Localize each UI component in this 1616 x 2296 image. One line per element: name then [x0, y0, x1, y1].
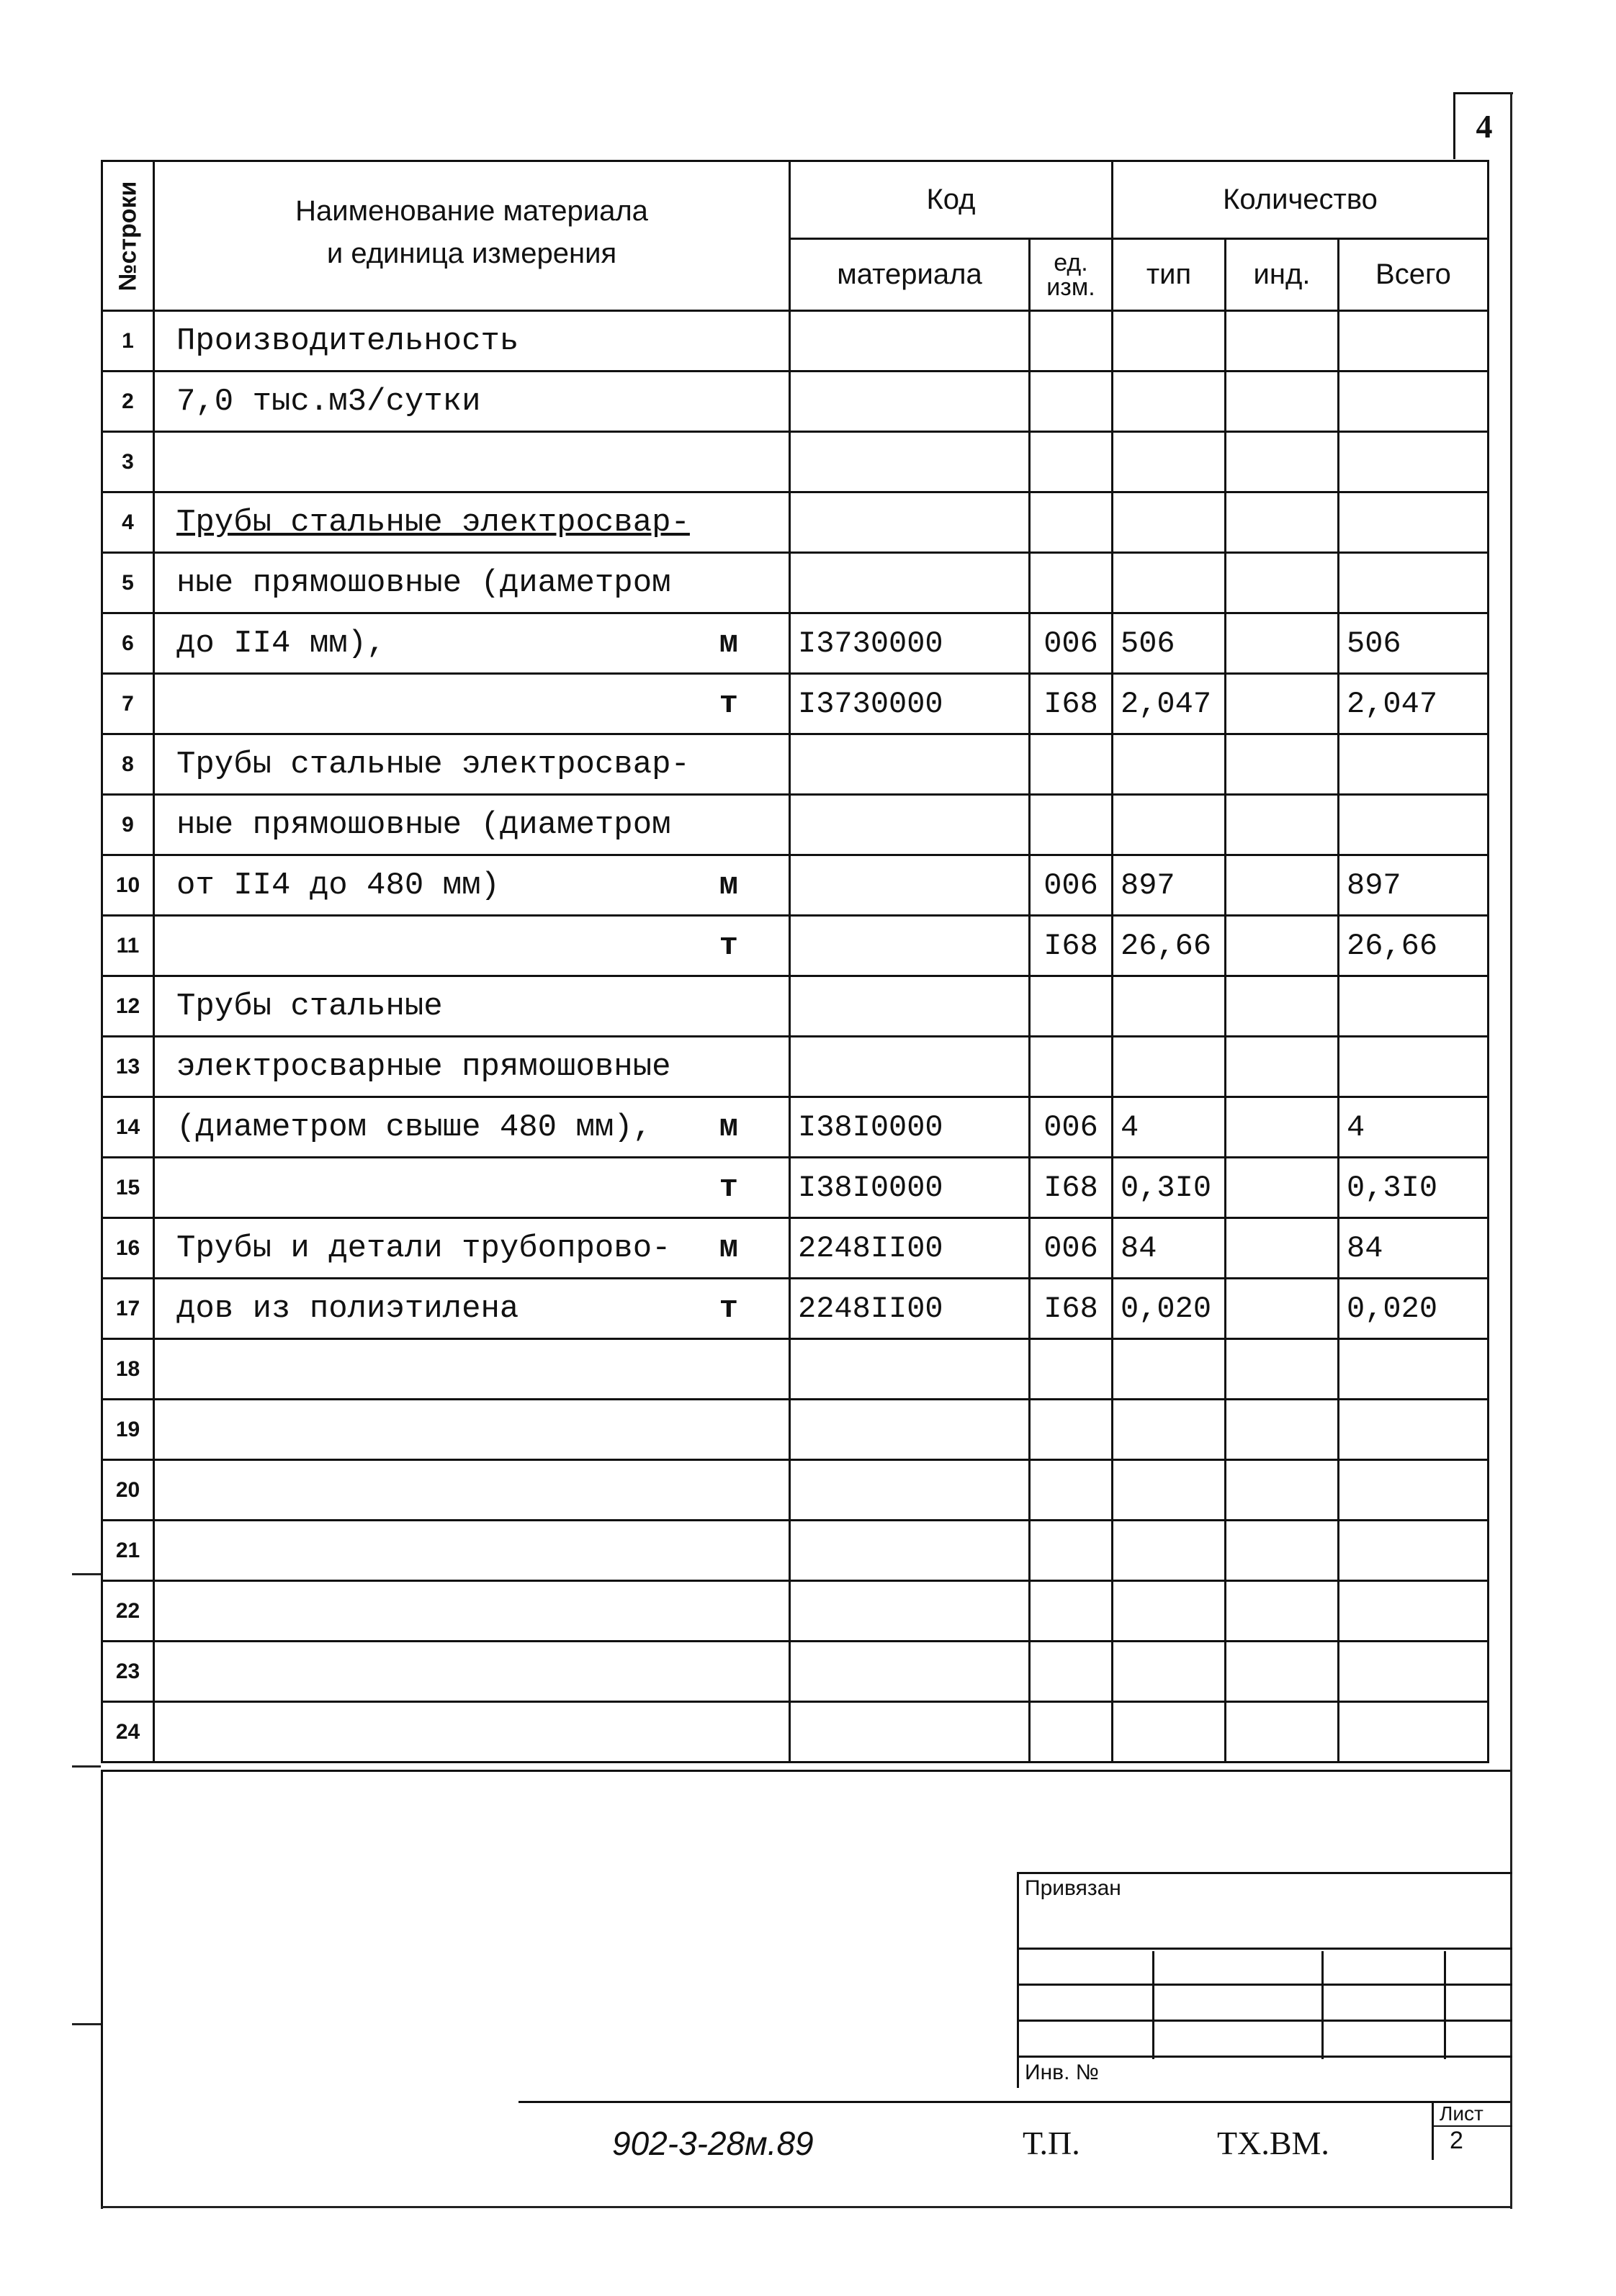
- material-name-text: Производительность: [176, 323, 519, 359]
- material-name-text: ные прямошовные (диаметром: [176, 564, 671, 601]
- quantity-total: [1339, 1521, 1489, 1581]
- quantity-total: [1339, 1642, 1489, 1702]
- unit-code: I68: [1030, 1279, 1113, 1339]
- quantity-type: [1113, 1521, 1226, 1581]
- table-row: [102, 1279, 1489, 1339]
- quantity-type: [1113, 372, 1226, 432]
- row-number: 1: [102, 311, 154, 372]
- material-name-text: от II4 до 480 мм): [176, 867, 500, 904]
- unit-code: I68: [1030, 674, 1113, 734]
- material-name-text: до II4 мм),: [176, 625, 386, 662]
- unit-code: [1030, 1400, 1113, 1460]
- unit-code: [1030, 1037, 1113, 1097]
- unit-letter: т: [719, 685, 738, 722]
- material-code: I3730000: [790, 674, 1030, 734]
- material-code: 2248II00: [790, 1279, 1030, 1339]
- row-number: 11: [102, 916, 154, 976]
- material-code: [790, 1037, 1030, 1097]
- material-code: I3730000: [790, 613, 1030, 674]
- material-name: [154, 1400, 790, 1460]
- quantity-total: [1339, 1581, 1489, 1642]
- table-row: [102, 1158, 1489, 1218]
- material-code: [790, 1460, 1030, 1521]
- unit-code: 006: [1030, 855, 1113, 916]
- quantity-type: [1113, 734, 1226, 795]
- quantity-ind: [1226, 1642, 1339, 1702]
- quantity-total: [1339, 1339, 1489, 1400]
- material-code: [790, 432, 1030, 492]
- unit-code: [1030, 311, 1113, 372]
- quantity-ind: [1226, 1339, 1339, 1400]
- type-header: тип: [1113, 239, 1226, 311]
- table-row: [102, 1581, 1489, 1642]
- row-number: 22: [102, 1581, 154, 1642]
- quantity-ind: [1226, 795, 1339, 855]
- material-code: [790, 1521, 1030, 1581]
- quantity-ind: [1226, 976, 1339, 1037]
- table-row: [102, 1521, 1489, 1581]
- quantity-type: [1113, 1400, 1226, 1460]
- material-code: [790, 553, 1030, 613]
- row-number: 20: [102, 1460, 154, 1521]
- quantity-type: [1113, 432, 1226, 492]
- table-row: [102, 1097, 1489, 1158]
- margin-tick: [72, 1573, 101, 1575]
- table-row: [102, 976, 1489, 1037]
- margin-tick: [72, 2023, 101, 2025]
- material-code: [790, 734, 1030, 795]
- unit-letter: м: [719, 1109, 738, 1145]
- material-name-text: Трубы стальные: [176, 988, 443, 1025]
- row-number: 17: [102, 1279, 154, 1339]
- quantity-type: [1113, 311, 1226, 372]
- material-name-text: дов из полиэтилена: [176, 1290, 519, 1327]
- quantity-type: [1113, 1581, 1226, 1642]
- material-code: [790, 311, 1030, 372]
- quantity-ind: [1226, 1037, 1339, 1097]
- margin-tick: [72, 1765, 101, 1768]
- unit-code: [1030, 1702, 1113, 1762]
- row-number: 12: [102, 976, 154, 1037]
- row-number: 8: [102, 734, 154, 795]
- quantity-ind: [1226, 1400, 1339, 1460]
- quantity-ind: [1226, 311, 1339, 372]
- row-number: 23: [102, 1642, 154, 1702]
- material-code: [790, 1642, 1030, 1702]
- inventory-number-label: Инв. №: [1025, 2061, 1099, 2084]
- quantity-ind: [1226, 1581, 1339, 1642]
- row-number: 3: [102, 432, 154, 492]
- quantity-total: 0,3I0: [1339, 1158, 1489, 1218]
- row-number: 19: [102, 1400, 154, 1460]
- unit-code: [1030, 1581, 1113, 1642]
- quantity-type: 0,020: [1113, 1279, 1226, 1339]
- material-name: [154, 795, 790, 855]
- quantity-ind: [1226, 1279, 1339, 1339]
- unit-code: I68: [1030, 916, 1113, 976]
- material-name: [154, 1642, 790, 1702]
- unit-code: [1030, 1339, 1113, 1400]
- quantity-type: [1113, 1642, 1226, 1702]
- quantity-header: Количество: [1113, 161, 1489, 239]
- quantity-total: [1339, 432, 1489, 492]
- quantity-ind: [1226, 1097, 1339, 1158]
- material-code: [790, 1581, 1030, 1642]
- quantity-ind: [1226, 855, 1339, 916]
- material-name: [154, 1218, 790, 1279]
- table-row: [102, 1702, 1489, 1762]
- material-code: [790, 976, 1030, 1037]
- unit-code: 006: [1030, 1218, 1113, 1279]
- material-name-text: электросварные прямошовные: [176, 1048, 671, 1085]
- quantity-ind: [1226, 613, 1339, 674]
- material-name-text: 7,0 тыс.м3/сутки: [176, 383, 481, 420]
- material-name: [154, 1279, 790, 1339]
- material-name: [154, 855, 790, 916]
- table-row: [102, 432, 1489, 492]
- ind-header: инд.: [1226, 239, 1339, 311]
- quantity-total: [1339, 553, 1489, 613]
- quantity-ind: [1226, 372, 1339, 432]
- quantity-total: 26,66: [1339, 916, 1489, 976]
- table-row: [102, 1460, 1489, 1521]
- row-number: 9: [102, 795, 154, 855]
- material-name: [154, 311, 790, 372]
- code-header: Код: [790, 161, 1113, 239]
- material-name: [154, 1581, 790, 1642]
- name-header: Наименование материала и единица измерения: [154, 161, 790, 311]
- quantity-ind: [1226, 734, 1339, 795]
- row-number: 16: [102, 1218, 154, 1279]
- material-code: I38I0000: [790, 1097, 1030, 1158]
- material-name: [154, 976, 790, 1037]
- material-code: 2248II00: [790, 1218, 1030, 1279]
- row-number: 14: [102, 1097, 154, 1158]
- row-number: 18: [102, 1339, 154, 1400]
- row-number-header: №строки: [102, 161, 154, 311]
- unit-code: [1030, 432, 1113, 492]
- quantity-type: 506: [1113, 613, 1226, 674]
- row-number: 7: [102, 674, 154, 734]
- quantity-type: [1113, 1460, 1226, 1521]
- quantity-type: [1113, 492, 1226, 553]
- unit-code: I68: [1030, 1158, 1113, 1218]
- table-row: [102, 553, 1489, 613]
- quantity-type: [1113, 1339, 1226, 1400]
- quantity-total: [1339, 1702, 1489, 1762]
- material-name: [154, 1037, 790, 1097]
- quantity-total: [1339, 1460, 1489, 1521]
- total-header: Всего: [1339, 239, 1489, 311]
- quantity-ind: [1226, 492, 1339, 553]
- material-name: [154, 1702, 790, 1762]
- quantity-total: 897: [1339, 855, 1489, 916]
- material-name: [154, 734, 790, 795]
- quantity-total: 2,047: [1339, 674, 1489, 734]
- table-row: [102, 1037, 1489, 1097]
- material-name: [154, 1097, 790, 1158]
- quantity-ind: [1226, 1460, 1339, 1521]
- table-row: [102, 1218, 1489, 1279]
- material-name: [154, 613, 790, 674]
- page-number: 4: [1453, 92, 1513, 159]
- unit-header: ед. изм.: [1030, 239, 1113, 311]
- unit-letter: м: [719, 625, 738, 662]
- material-name-text: Трубы стальные электросвар-: [176, 504, 690, 541]
- material-code-header: материала: [790, 239, 1030, 311]
- bottom-frame-top: [101, 1770, 1510, 1772]
- material-name: [154, 1158, 790, 1218]
- page-bottom-rule: [101, 2206, 1510, 2208]
- table-row: [102, 916, 1489, 976]
- material-code: [790, 1339, 1030, 1400]
- table-row: [102, 795, 1489, 855]
- unit-code: 006: [1030, 1097, 1113, 1158]
- materials-table: [101, 160, 1489, 1763]
- row-number: 4: [102, 492, 154, 553]
- material-name: [154, 432, 790, 492]
- quantity-ind: [1226, 553, 1339, 613]
- row-number: 5: [102, 553, 154, 613]
- material-name: [154, 1339, 790, 1400]
- unit-code: [1030, 372, 1113, 432]
- row-number: 10: [102, 855, 154, 916]
- unit-code: [1030, 492, 1113, 553]
- sheet-label: Лист: [1434, 2102, 1512, 2127]
- quantity-total: [1339, 795, 1489, 855]
- material-name: [154, 674, 790, 734]
- material-name-text: (диаметром свыше 480 мм),: [176, 1109, 652, 1145]
- material-code: [790, 795, 1030, 855]
- material-name-text: Трубы и детали трубопрово-: [176, 1230, 671, 1266]
- tp-label: Т.П.: [1023, 2125, 1080, 2161]
- quantity-total: [1339, 1400, 1489, 1460]
- table-row: [102, 613, 1489, 674]
- unit-code: [1030, 734, 1113, 795]
- quantity-total: [1339, 492, 1489, 553]
- section-code: ТХ.ВМ.: [1217, 2125, 1329, 2161]
- row-number: 21: [102, 1521, 154, 1581]
- binding-stamp: [1017, 1872, 1512, 2088]
- table-row: [102, 734, 1489, 795]
- document-code: 902-3-28м.89: [612, 2125, 814, 2162]
- quantity-type: [1113, 1037, 1226, 1097]
- table-row: [102, 674, 1489, 734]
- quantity-type: [1113, 1702, 1226, 1762]
- unit-letter: т: [719, 1290, 738, 1327]
- material-name-text: ные прямошовные (диаметром: [176, 806, 671, 843]
- unit-letter: т: [719, 1169, 738, 1206]
- row-number: 2: [102, 372, 154, 432]
- quantity-total: 84: [1339, 1218, 1489, 1279]
- quantity-type: 4: [1113, 1097, 1226, 1158]
- quantity-ind: [1226, 674, 1339, 734]
- unit-code: [1030, 795, 1113, 855]
- material-code: [790, 492, 1030, 553]
- quantity-ind: [1226, 916, 1339, 976]
- unit-code: [1030, 1460, 1113, 1521]
- material-code: I38I0000: [790, 1158, 1030, 1218]
- material-name-text: Трубы стальные электросвар-: [176, 746, 690, 783]
- quantity-total: 0,020: [1339, 1279, 1489, 1339]
- quantity-type: [1113, 553, 1226, 613]
- material-code: [790, 1400, 1030, 1460]
- quantity-ind: [1226, 1702, 1339, 1762]
- unit-letter: т: [719, 927, 738, 964]
- quantity-type: [1113, 976, 1226, 1037]
- quantity-type: 2,047: [1113, 674, 1226, 734]
- unit-code: 006: [1030, 613, 1113, 674]
- material-name: [154, 372, 790, 432]
- quantity-ind: [1226, 1521, 1339, 1581]
- material-name: [154, 1460, 790, 1521]
- table-row: [102, 1400, 1489, 1460]
- sheet-number: 2: [1450, 2127, 1463, 2154]
- unit-code: [1030, 1521, 1113, 1581]
- material-name: [154, 1521, 790, 1581]
- title-block-rule: [519, 2101, 1510, 2103]
- quantity-ind: [1226, 432, 1339, 492]
- unit-code: [1030, 976, 1113, 1037]
- sheet-box: [1432, 2102, 1512, 2160]
- quantity-ind: [1226, 1158, 1339, 1218]
- material-code: [790, 916, 1030, 976]
- material-code: [790, 855, 1030, 916]
- table-row: [102, 1339, 1489, 1400]
- unit-code: [1030, 553, 1113, 613]
- quantity-total: [1339, 976, 1489, 1037]
- material-code: [790, 1702, 1030, 1762]
- quantity-type: [1113, 795, 1226, 855]
- material-name: [154, 492, 790, 553]
- row-number: 24: [102, 1702, 154, 1762]
- quantity-type: 0,3I0: [1113, 1158, 1226, 1218]
- quantity-total: 4: [1339, 1097, 1489, 1158]
- material-code: [790, 372, 1030, 432]
- quantity-ind: [1226, 1218, 1339, 1279]
- quantity-total: [1339, 1037, 1489, 1097]
- unit-letter: м: [719, 867, 738, 904]
- material-name: [154, 553, 790, 613]
- row-number: 13: [102, 1037, 154, 1097]
- quantity-total: [1339, 311, 1489, 372]
- table-row: [102, 372, 1489, 432]
- table-row: [102, 855, 1489, 916]
- quantity-type: 897: [1113, 855, 1226, 916]
- quantity-type: 26,66: [1113, 916, 1226, 976]
- quantity-total: 506: [1339, 613, 1489, 674]
- unit-code: [1030, 1642, 1113, 1702]
- row-number: 15: [102, 1158, 154, 1218]
- unit-letter: м: [719, 1230, 738, 1266]
- table-row: [102, 1642, 1489, 1702]
- table-row: [102, 311, 1489, 372]
- quantity-total: [1339, 372, 1489, 432]
- table-row: [102, 492, 1489, 553]
- quantity-type: 84: [1113, 1218, 1226, 1279]
- row-number: 6: [102, 613, 154, 674]
- material-name: [154, 916, 790, 976]
- bound-label: Привязан: [1025, 1876, 1121, 1900]
- quantity-total: [1339, 734, 1489, 795]
